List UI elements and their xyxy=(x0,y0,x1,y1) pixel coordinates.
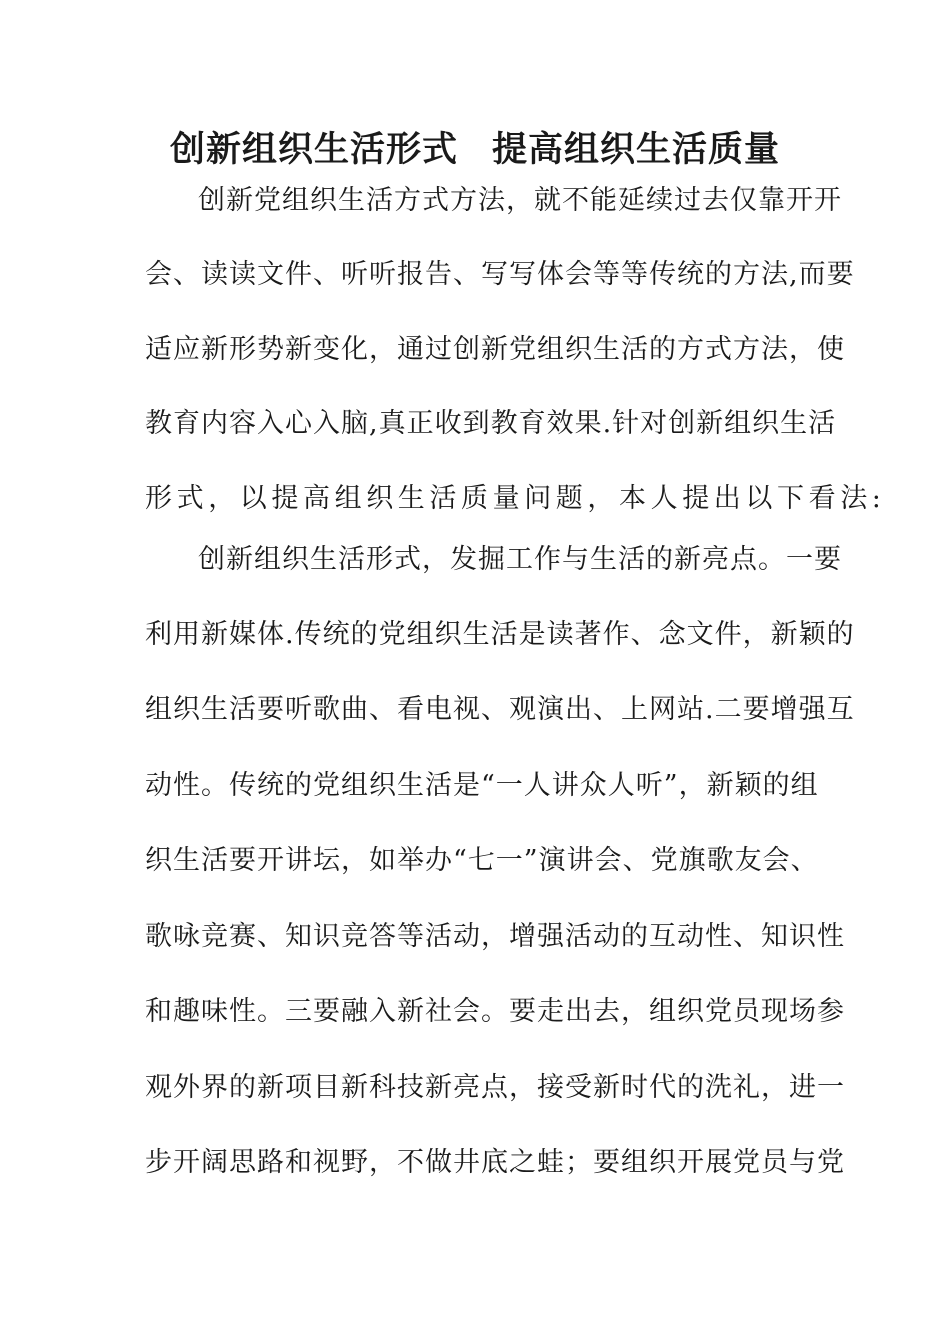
paragraph-2-line-4: 动性。传统的党组织生活是“一人讲众人听”，新颖的组 xyxy=(145,770,819,801)
paragraph-2-line-8: 观外界的新项目新科技新亮点，接受新时代的洗礼，进一 xyxy=(145,1072,845,1103)
paragraph-1-line-5: 形式，以提高组织生活质量问题，本人提出以下看法: xyxy=(145,483,886,514)
paragraph-2-line-3: 组织生活要听歌曲、看电视、观演出、上网站.二要增强互 xyxy=(145,694,855,725)
document-title xyxy=(0,125,950,175)
paragraph-2-line-1: 创新组织生活形式，发掘工作与生活的新亮点。一要 xyxy=(198,544,842,575)
paragraph-2-line-9: 步开阔思路和视野，不做井底之蛙；要组织开展党员与党 xyxy=(145,1147,845,1178)
paragraph-1-line-3: 适应新形势新变化，通过创新党组织生活的方式方法，使 xyxy=(145,334,845,365)
paragraph-2-line-7: 和趣味性。三要融入新社会。要走出去，组织党员现场参 xyxy=(145,996,845,1027)
paragraph-1-line-2: 会、读读文件、听听报告、写写体会等等传统的方法,而要 xyxy=(145,259,855,290)
title-part-2: 提高组织生活质量 xyxy=(492,130,781,170)
paragraph-2-line-5: 织生活要开讲坛，如举办“七一”演讲会、党旗歌友会、 xyxy=(145,845,819,876)
paragraph-2-line-6: 歌咏竞赛、知识竞答等活动，增强活动的互动性、知识性 xyxy=(145,921,845,952)
paragraph-2-line-2: 利用新媒体.传统的党组织生活是读著作、念文件，新颖的 xyxy=(145,619,855,650)
paragraph-1-line-4: 教育内容入心入脑,真正收到教育效果.针对创新组织生活 xyxy=(145,408,837,439)
paragraph-1-line-1: 创新党组织生活方式方法，就不能延续过去仅靠开开 xyxy=(198,185,842,216)
title-part-1: 创新组织生活形式 xyxy=(169,130,458,170)
